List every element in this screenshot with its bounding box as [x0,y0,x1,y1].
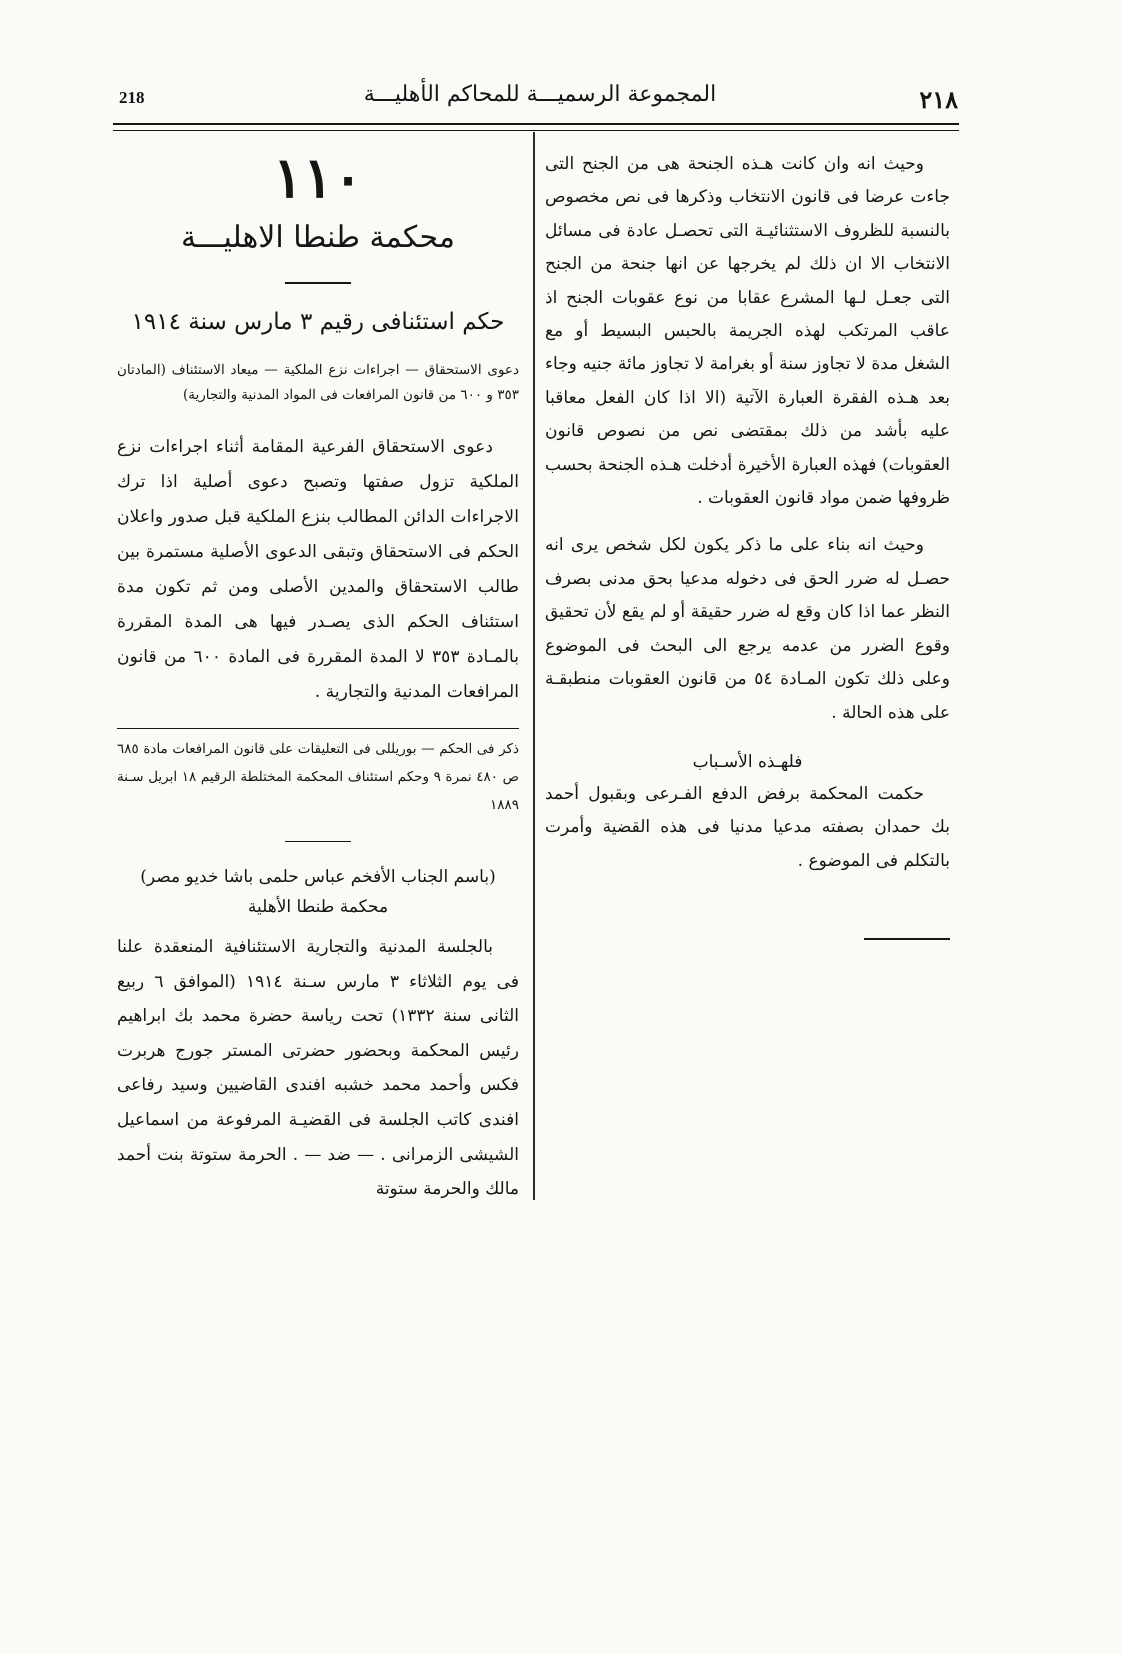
court-name: محكمة طنطا الاهليـــة [181,220,455,255]
right-column [545,148,950,940]
preamble-line: محكمة طنطا الأهلية [247,897,389,917]
case-number: ١١٠ [272,145,364,211]
page-number-arabic: ٢١٨ [919,85,958,114]
preamble-line: (باسم الجناب الأفخم عباس حلمى باشا خديو مصر) [140,867,496,887]
hearing-paragraph: بالجلسة المدنية والتجارية الاستئنافية المنعقدة علنا فى يوم الثلاثاء ٣ مارس سـنة ١٩١٤ (الموافق ٦ ربيع الثانى سنة ١٣٣٢) تحت رياسة حضرة محمد بك ابراهيم رئيس المحكمة وبحضور حضرتى المستر جورج هربرت فكس وأحمد محمد خشبه افندى القاضيين وسيد رفاعى افندى كاتب الجلسة فى القضيـة المرفوعة من اسماعيل الشيشى الزمرانى . — ضد — . الحرمة ستوتة بنت أحمد مالك والحرمة ستوتة [117,937,519,1200]
reasons-heading: فلهـذه الأسـباب [692,751,803,772]
left-column [117,145,519,1207]
column-divider [533,132,535,1200]
paragraph: وحيث انه بناء على ما ذكر يكون لكل شخص يرى انه حصـل له ضرر الحق فى دخوله مدعيا بحق مدنى بصرف النظر عما اذا كان وقع له ضرر حقيقة أو لم يقع لأن تحقيق وقوع الضرر من عدمه يرجع الى البحث فى الموضوع وعلى ذلك تكون المـادة ٥٤ من قانون العقوبات منطبقـة على هذه الحالة . [545,535,950,723]
judgment-title: حكم استئنافى رقيم ٣ مارس سنة ١٩١٤ [131,308,505,335]
ruling-paragraph: حكمت المحكمة برفض الدفع الفـرعى وبقبول أحمد بك حمدان بصفته مدعيا مدنيا فى هذه القضية وأمرت بالتكلم فى الموضوع . [545,783,950,871]
paragraph: وحيث انه وان كانت هـذه الجنحة هى من الجنح التى جاءت عرضا فى قانون الانتخاب وذكرها فى نص مخصوص بالنسبة للظروف الاستثنائيـة التى تحصـل عادة فى مسائل الانتخاب الا ان ذلك لم يخرجها عن انها جنحة من الجنح التى جعـل لـها المشرع عقابا من نوع عقوبات الجنح اذ عاقب المرتكب لهذه الجريمة بالحبس البسيط أو مع الشغل مدة لا تجاوز سنة أو بغرامة لا تجاوز مائة جنيه وجاء بعد هـذه الفقرة العبارة الآتية (الا اذا كان الفعل معاقبا عليه بأشد من ذلك بمقتضى نص من نصوص قانون العقوبات) فهذه العبارة الأخيرة أدخلت هـذه الجنحة بحسب ظروفها ضمن مواد قانون العقوبات . [545,154,950,509]
summary-paragraph: دعوى الاستحقاق الفرعية المقامة أثناء اجراءات نزع الملكية تزول صفتها وتصبح دعوى أصلية اذا ترك الاجراءات الدائن المطالب بنزع الملكية قبل صدور واعلان الحكم فى الاستحقاق وتبقى الدعوى الأصلية مستمرة بين طالب الاستحقاق والمدين الأصلى ومن ثم تكون مدة استئناف الحكم الذى يصـدر فيها هى المدة المقررة بالمـادة ٣٥٣ لا المدة المقررة فى المادة ٦٠٠ من قانون المرافعات المدنية والتجارية . [117,436,519,702]
citation-note: ذكر فى الحكم — بوريللى فى التعليقات على قانون المرافعات مادة ٦٨٥ ص ٤٨٠ نمرة ٩ وحكم استئناف المحكمة المختلطة الرقيم ١٨ ابريل سـنة ١٨٨٩ [117,740,519,813]
section-rule [285,841,351,843]
keywords: دعوى الاستحقاق — اجراءات نزع الملكية — ميعاد الاستئناف (المادتان ٣٥٣ و ٦٠٠ من قانون المرافعات فى المواد المدنية والتجارية) [117,361,519,403]
note-rule [117,728,519,729]
header-rule-thin [113,130,959,131]
section-rule [285,282,351,284]
header-rule-thick [113,123,959,125]
closing-rule [864,938,950,940]
page-number-latin: 218 [119,88,145,107]
running-title: المجموعة الرسميـــة للمحاكم الأهليـــة [363,82,717,107]
